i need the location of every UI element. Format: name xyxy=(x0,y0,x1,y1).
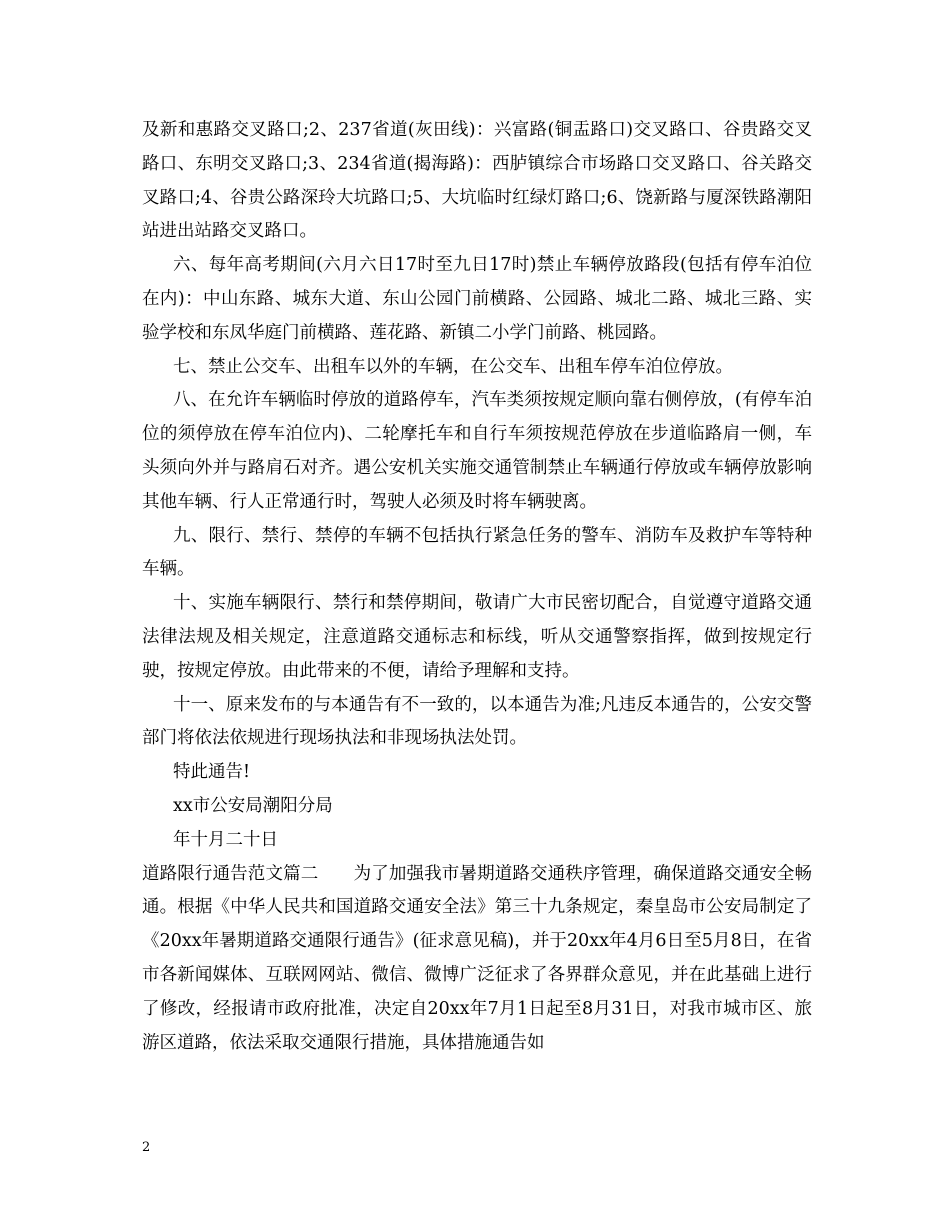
closing-notice: 特此通告! xyxy=(173,762,251,783)
paragraph-item-11: 十一、原来发布的与本通告有不一致的，以本通告为准;凡违反本通告的，公安交警部门将依法依规进行现场执法和非现场执法处罚。 xyxy=(142,694,812,749)
paragraph-item-7: 七、禁止公交车、出租车以外的车辆，在公交车、出租车停车泊位停放。 xyxy=(173,356,733,377)
paragraph-intersections-continued: 及新和惠路交叉路口;2、237省道(灰田线)：兴富路(铜盂路口)交叉路口、谷贵路交叉路口、东明交叉路口;3、234省道(揭海路)：西胪镇综合市场路口交叉路口、谷关路交叉路口;4、谷贵公路深玲大坑路口;5、大坑临时红绿灯路口;6、饶新路与厦深铁路潮阳站进出站路交叉路口。 xyxy=(142,120,812,242)
issuing-authority: xx市公安局潮阳分局 xyxy=(173,795,333,816)
page-number: 2 xyxy=(142,1140,151,1155)
document-body xyxy=(142,114,812,1060)
paragraph-sample-two: 道路限行通告范文篇二 为了加强我市暑期道路交通秩序管理，确保道路交通安全畅通。根据《中华人民共和国道路交通安全法》第三十九条规定，秦皇岛市公安局制定了《20xx年暑期道路交通限行通告》(征求意见稿)，并于20xx年4月6日至5月8日，在省市各新闻媒体、互联网网站、微信、微博广泛征求了各界群众意见，并在此基础上进行了修改，经报请市政府批准，决定自20xx年7月1日起至8月31日，对我市城市区、旅游区道路，依法采取交通限行措施，具体措施通告如 xyxy=(142,863,812,1053)
paragraph-item-10: 十、实施车辆限行、禁行和禁停期间，敬请广大市民密切配合，自觉遵守道路交通法律法规及相关规定，注意道路交通标志和标线，听从交通警察指挥，做到按规定行驶，按规定停放。由此带来的不便，请给予理解和支持。 xyxy=(142,593,812,681)
paragraph-item-6: 六、每年高考期间(六月六日17时至九日17时)禁止车辆停放路段(包括有停车泊位在内)：中山东路、城东大道、东山公园门前横路、公园路、城北二路、城北三路、实验学校和东凤华庭门前横路、莲花路、新镇二小学门前路、桃园路。 xyxy=(142,255,812,343)
paragraph-item-9: 九、限行、禁行、禁停的车辆不包括执行紧急任务的警车、消防车及救护车等特种车辆。 xyxy=(142,525,812,580)
paragraph-item-8: 八、在允许车辆临时停放的道路停车，汽车类须按规定顺向靠右侧停放，(有停车泊位的须停放在停车泊位内)、二轮摩托车和自行车须按规范停放在步道临路肩一侧，车头须向外并与路肩石对齐。遇公安机关实施交通管制禁止车辆通行停放或车辆停放影响其他车辆、行人正常通行时，驾驶人必须及时将车辆驶离。 xyxy=(142,390,812,512)
issue-date: 年十月二十日 xyxy=(173,829,278,850)
